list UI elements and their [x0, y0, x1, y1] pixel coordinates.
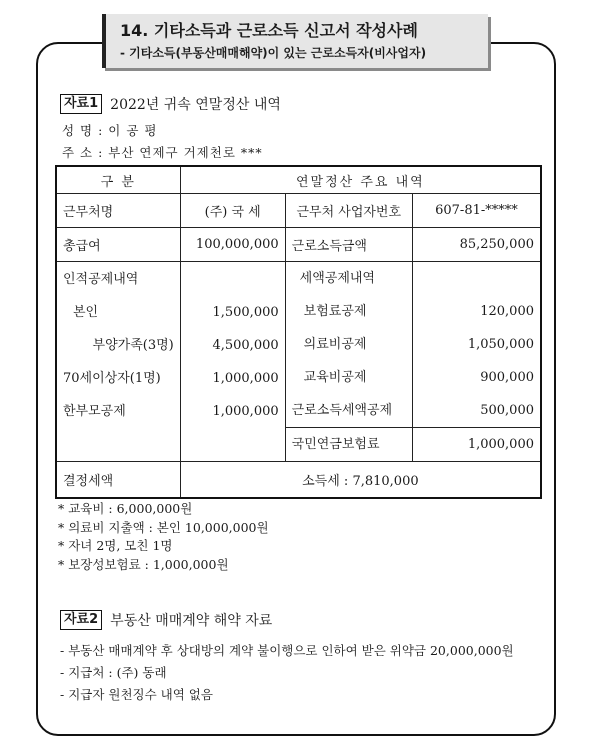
- section2-tag: 자료2: [60, 610, 102, 630]
- right-label: 국민연금보험료: [286, 427, 412, 461]
- title-banner: [102, 14, 488, 68]
- list-item: - 지급처 : (주) 동래: [60, 665, 167, 680]
- header-category: 구 분: [56, 166, 180, 194]
- left-label: 인적공제내역: [63, 271, 139, 287]
- section2-title: 부동산 매매계약 해약 자료: [110, 613, 273, 629]
- final-tax-label: 결정세액: [56, 462, 180, 498]
- right-label: 세액공제내역: [299, 271, 375, 286]
- row-label: 총급여: [56, 228, 180, 262]
- section2-heading: [60, 610, 272, 630]
- row-value2: 607-81-*****: [412, 194, 541, 228]
- list-item: - 부동산 매매계약 후 상대방의 계약 불이행으로 인하여 받은 위약금 20,000,000원: [60, 643, 514, 658]
- left-value: [187, 428, 279, 461]
- list-item: - 지급자 원천징수 내역 없음: [60, 687, 213, 702]
- row-label2: 근로소득금액: [285, 228, 412, 262]
- note-item: * 교육비 : 6,000,000원: [58, 501, 193, 516]
- row-value: (주) 국 세: [180, 194, 285, 228]
- note-item: * 보장성보험료 : 1,000,000원: [58, 556, 229, 572]
- page-title: 14. 기타소득과 근로소득 신고서 작성사례: [120, 21, 418, 40]
- final-tax-value: 소득세 : 7,810,000: [180, 462, 541, 498]
- right-value: 500,000: [480, 403, 534, 418]
- table-row: [56, 194, 541, 228]
- left-value: [187, 263, 279, 296]
- right-value: [419, 262, 534, 295]
- table-row: [56, 228, 541, 262]
- personal-deduction-values: [180, 262, 285, 462]
- page-subtitle: - 기타소득(부동산매매해약)이 있는 근로소득자(비사업자): [120, 46, 427, 60]
- left-label: 한부모공제: [63, 403, 126, 419]
- left-label: 부양가족(3명): [92, 337, 174, 353]
- address-line: 주 소 : 부산 연제구 거제천로 ***: [62, 145, 263, 160]
- left-value: 1,000,000: [212, 403, 279, 419]
- right-label: 보험료공제: [303, 304, 367, 319]
- section1-heading: [60, 94, 281, 114]
- section1-tag: 자료1: [60, 94, 102, 114]
- section1-title: 2022년 귀속 연말정산 내역: [110, 97, 281, 113]
- row-value: 100,000,000: [180, 228, 285, 262]
- row-label: 근무처명: [56, 194, 180, 228]
- table-row: [56, 462, 541, 498]
- right-value: 1,000,000: [413, 427, 540, 461]
- left-label: 70세이상자(1명): [63, 370, 161, 386]
- tax-credit-labels: [285, 262, 412, 462]
- section2-list: [60, 640, 514, 706]
- right-label: 의료비공제: [303, 337, 367, 352]
- left-value: 1,500,000: [212, 304, 279, 320]
- left-label: [63, 428, 174, 461]
- notes-list: [58, 500, 269, 574]
- personal-deduction-labels: [56, 262, 180, 462]
- right-value: 120,000: [480, 304, 534, 319]
- right-label: 교육비공제: [303, 370, 367, 385]
- name-line: 성 명 : 이 공 평: [62, 123, 158, 138]
- left-value: 1,000,000: [212, 370, 279, 386]
- deduction-block-row: [56, 262, 541, 462]
- table-header-row: [56, 166, 541, 194]
- right-value: 900,000: [480, 370, 534, 385]
- note-item: * 자녀 2명, 모친 1명: [58, 538, 173, 553]
- settlement-table: [55, 165, 542, 499]
- right-label: 근로소득세액공제: [291, 403, 393, 418]
- right-value: 1,050,000: [467, 337, 534, 352]
- row-value2: 85,250,000: [412, 228, 541, 262]
- left-value: 4,500,000: [212, 337, 279, 353]
- header-details: 연말정산 주요 내역: [180, 166, 541, 194]
- note-item: * 의료비 지출액 : 본인 10,000,000원: [58, 519, 269, 535]
- tax-credit-values: [412, 262, 541, 462]
- left-label: 본인: [73, 304, 99, 320]
- row-label2: 근무처 사업자번호: [285, 194, 412, 228]
